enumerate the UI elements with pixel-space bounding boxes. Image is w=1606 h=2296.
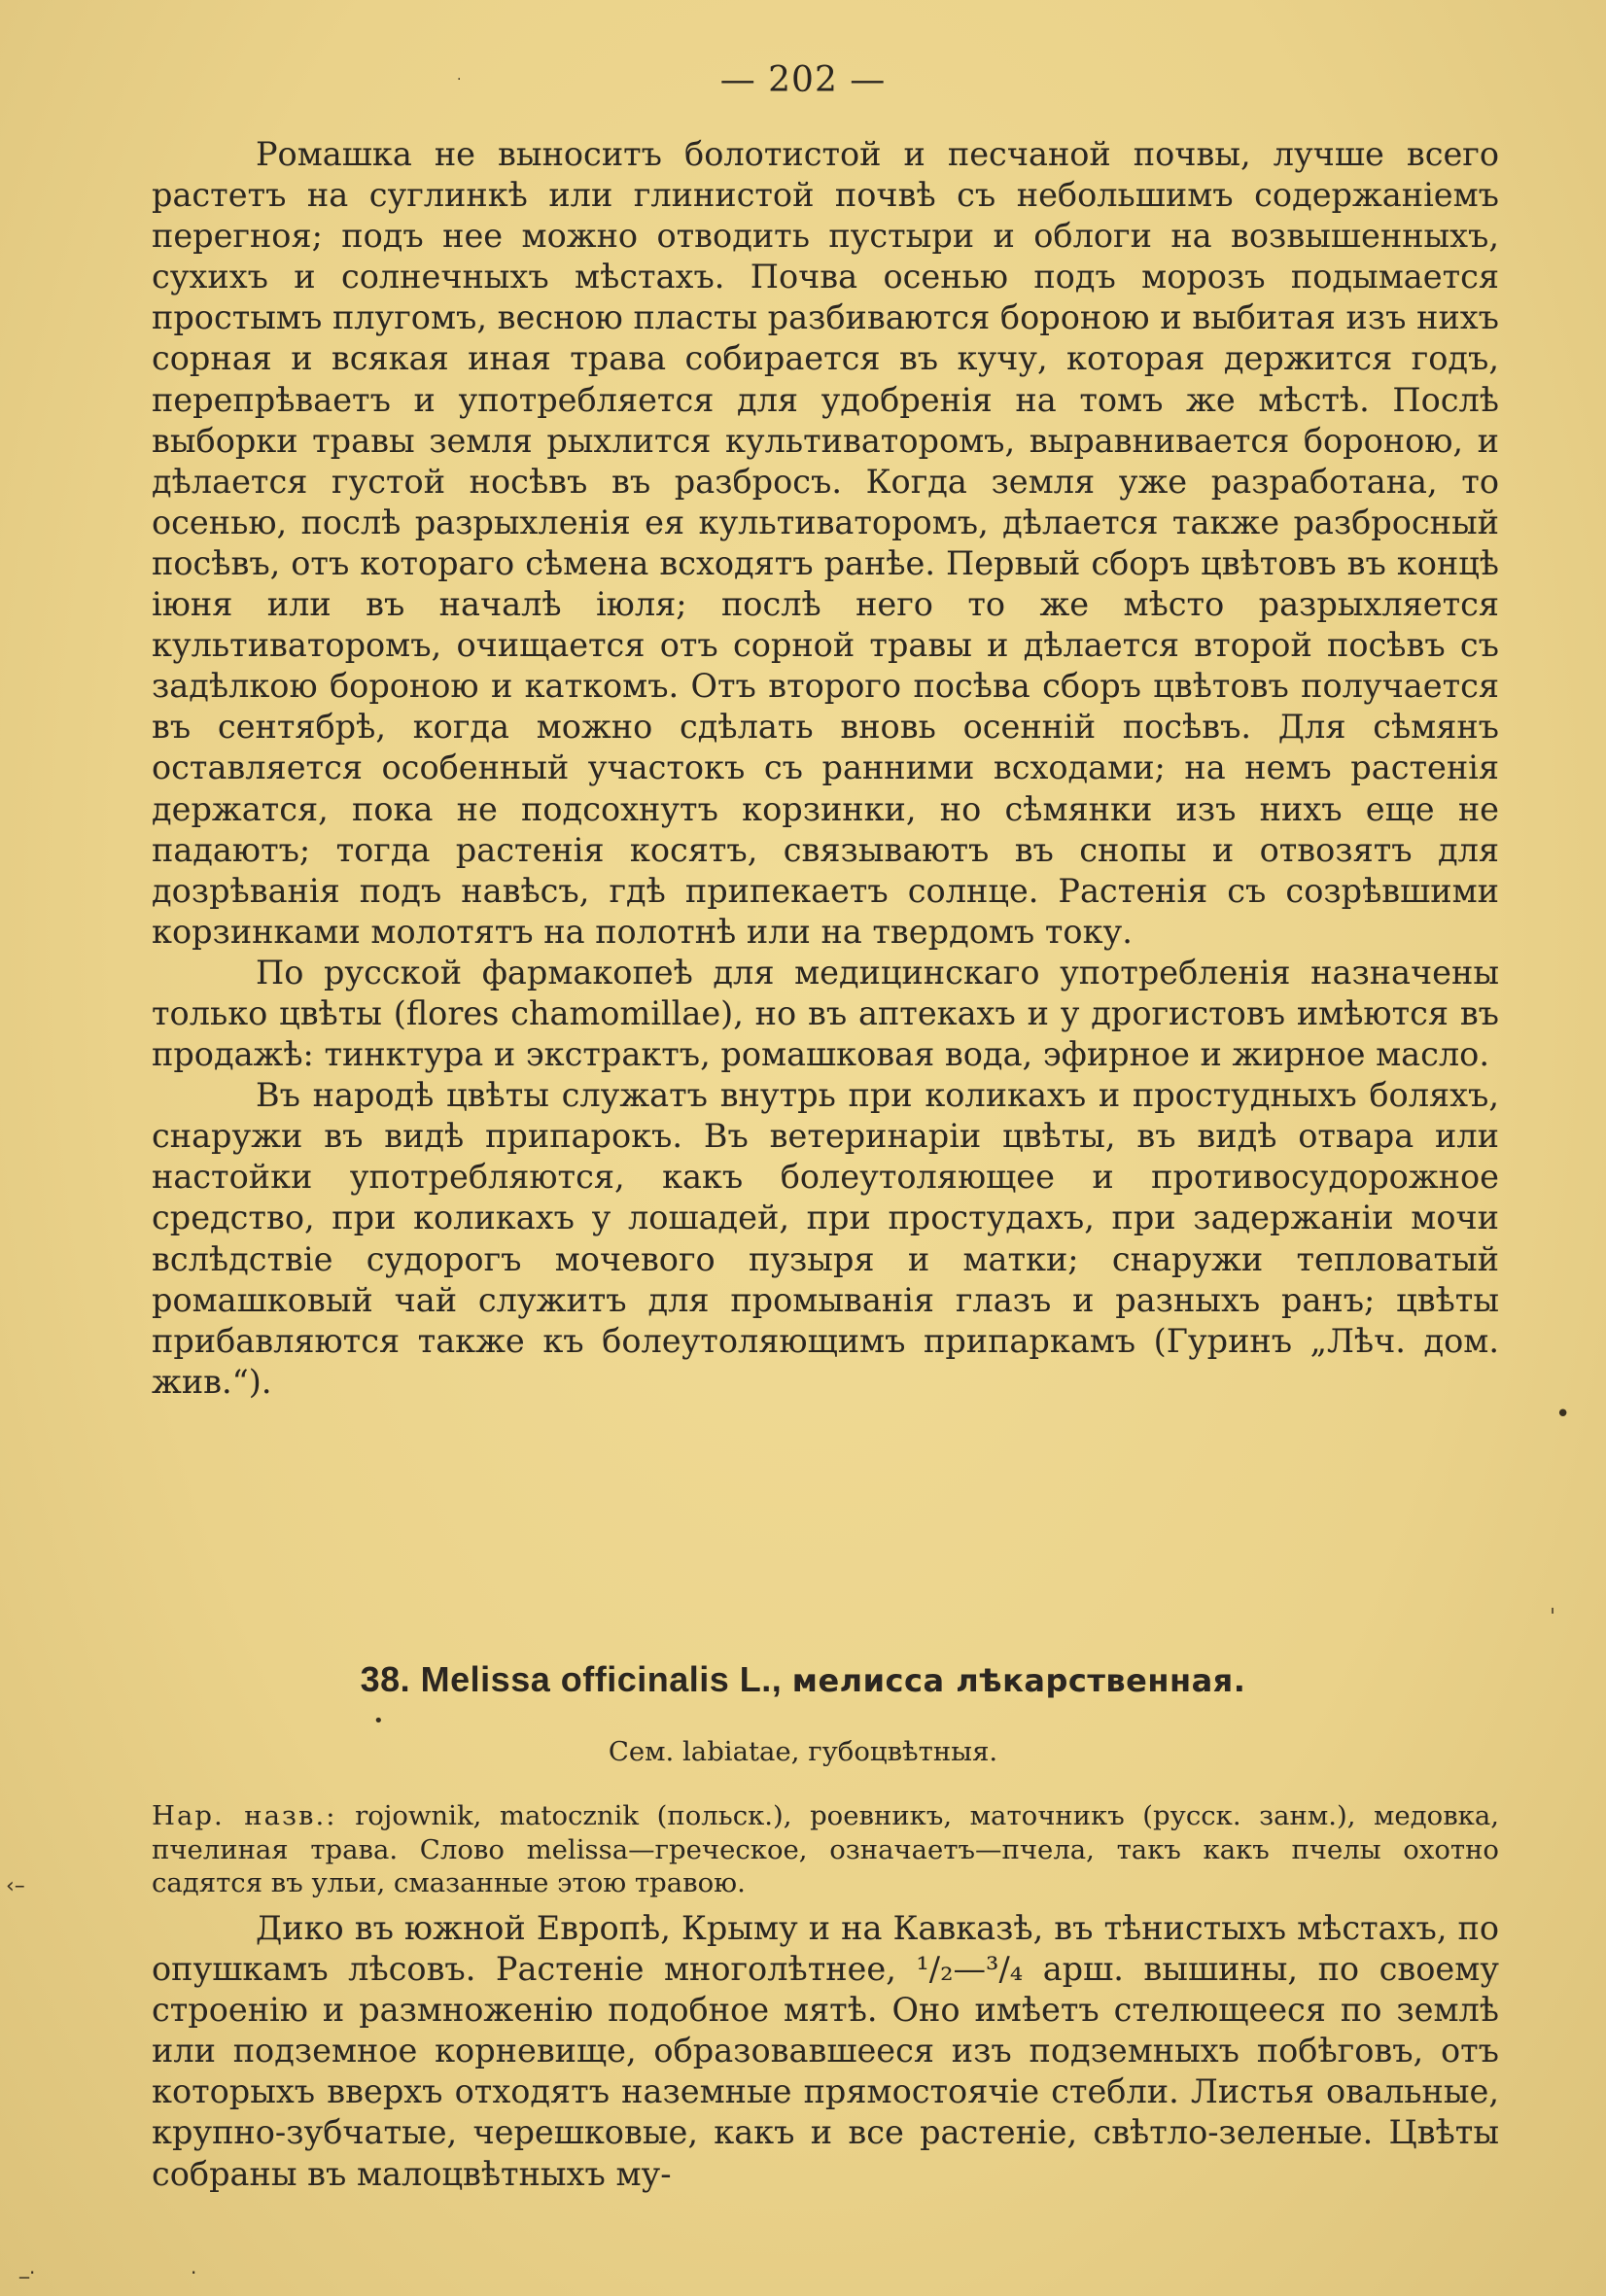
vernacular-names-lead: Нар. назв.:: [152, 1800, 337, 1831]
print-speck-mark: _.: [19, 2255, 36, 2279]
paragraph: Въ народѣ цвѣты служатъ внутрь при коликахъ и простудныхъ боляхъ, снаружи въ видѣ припарокъ. Въ ветеринарiи цвѣты, въ видѣ отвара или настойки употребляются, какъ болеутоляющее и противосудорожное средство, при коликахъ у лошадей, при простудахъ, при задержанiи мочи вслѣдствiе судорогъ мочевого пузыря и матки; снаружи тепловатый ромашковый чай служитъ для промыванiя глазъ и разныхъ ранъ; цвѣты прибавляются также къ болеутоляющимъ припаркамъ (Гуринъ „Лѣч. дом. жив.“).: [152, 1076, 1499, 1401]
article-text-block: [152, 134, 1499, 1403]
vernacular-names-text: rojownik, matocznik (польск.), роевникъ, маточникъ (русск. занм.), медовка, пчелиная трава. Слово melissa—греческое, означаетъ—пчела, такъ какъ пчелы охотно садятся въ ульи, смазанные этою травою.: [152, 1800, 1499, 1898]
section-latin-name: 38. Melissa officinalis L.,: [360, 1659, 783, 1699]
article-text-block: [152, 1908, 1499, 2195]
vernacular-names: [152, 1799, 1499, 1900]
paragraph: Дико въ южной Европѣ, Крыму и на Кавказѣ, въ тѣнистыхъ мѣстахъ, по опушкамъ лѣсовъ. Растенiе многолѣтнее, ¹/₂—³/₄ арш. вышины, по своему строенiю и размноженiю подобное мятѣ. Оно имѣетъ стелющееся по землѣ или подземное корневище, образовавшееся изъ подземныхъ побѣговъ, отъ которыхъ вверхъ отходятъ наземные прямостоячiе стебли. Листья овальные, крупно-зубчатые, черешковые, какъ и все растенiе, свѣтло-зеленые. Цвѣты собраны въ малоцвѣтныхъ му-: [152, 1909, 1499, 2193]
print-speck-mark: •: [1555, 1400, 1571, 1429]
print-speck-mark: ˈ: [1550, 1606, 1556, 1630]
paragraph: Ромашка не выноситъ болотистой и песчаной почвы, лучше всего растетъ на суглинкѣ или глинистой почвѣ съ небольшимъ содержанiемъ перегноя; подъ нее можно отводить пустыри и облоги на возвышенныхъ, сухихъ и солнечныхъ мѣстахъ. Почва осенью подъ морозъ подымается простымъ плугомъ, весною пласты разбиваются бороною и выбитая изъ нихъ сорная и всякая иная трава собирается въ кучу, которая держится годъ, перепрѣваетъ и употребляется для удобренiя на томъ же мѣстѣ. Послѣ выборки травы земля рыхлится культиваторомъ, выравнивается бороною, и дѣлается густой носѣвъ въ разбросъ. Когда земля уже разработана, то осенью, послѣ разрыхленiя ея культиваторомъ, дѣлается также разбросный посѣвъ, отъ котораго сѣмена всходятъ ранѣе. Первый сборъ цвѣтовъ въ концѣ iюня или въ началѣ iюля; послѣ него то же мѣсто разрыхляется культиваторомъ, очищается отъ сорной травы и дѣлается второй посѣвъ съ задѣлкою бороною и каткомъ. Отъ второго посѣва сборъ цвѣтовъ получается въ сентябрѣ, когда можно сдѣлать вновь осеннiй посѣвъ. Для сѣмянъ оставляется особенный участокъ съ ранними всходами; на немъ растенiя держатся, пока не подсохнутъ корзинки, но сѣмянки изъ нихъ еще не падаютъ; тогда растенiя косятъ, связываютъ въ снопы и отвозятъ для дозрѣванiя подъ навѣсъ, гдѣ припекаетъ солнце. Растенiя съ созрѣвшими корзинками молотятъ на полотнѣ или на твердомъ току.: [152, 135, 1499, 951]
print-speck-mark: ·: [191, 2261, 197, 2284]
print-speck-mark: ‹–: [6, 1874, 25, 1898]
print-speck-mark: •: [373, 1711, 384, 1731]
paragraph: По русской фармакопеѣ для медицинскаго употребленiя назначены только цвѣты (flores chamomillae), но въ аптекахъ и у дрогистовъ имѣются въ продажѣ: тинктура и экстрактъ, ромашковая вода, эфирное и жирное масло.: [152, 953, 1499, 1074]
section-heading: [0, 1659, 1606, 1700]
section-russian-name: мелисса лѣкарственная.: [791, 1662, 1246, 1699]
print-speck-mark: ·: [457, 72, 462, 87]
page-number: — 202 —: [719, 60, 887, 100]
family-line: Сем. labiatae, губоцвѣтныя.: [608, 1736, 998, 1767]
